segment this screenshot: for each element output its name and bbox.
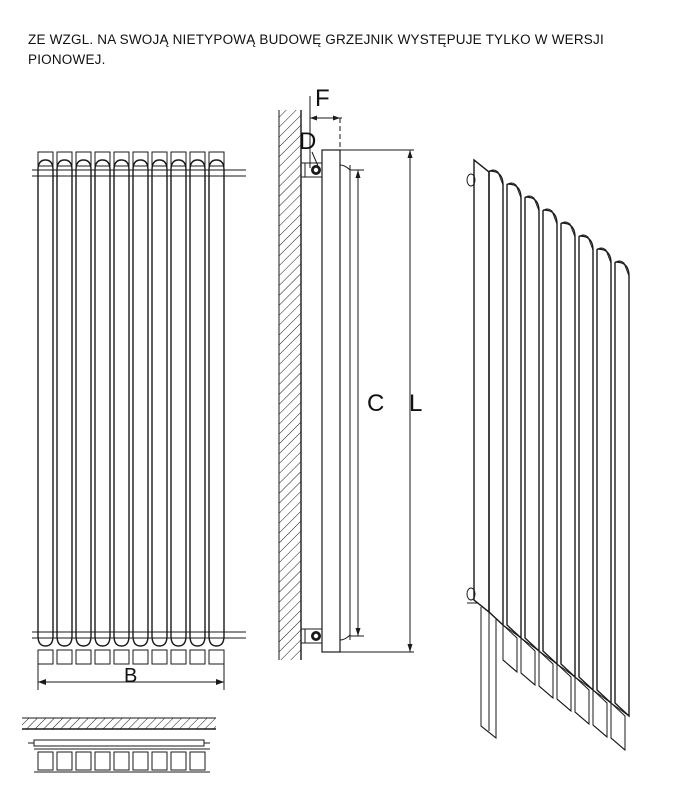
radiator-side-body	[322, 150, 340, 652]
iso-bottom-bracket	[474, 600, 629, 750]
front-elevation-view	[32, 152, 246, 690]
iso-mount-bottom	[467, 588, 478, 603]
front-bottom-caps	[38, 650, 224, 664]
label-c: C	[367, 390, 385, 417]
front-top-caps	[38, 152, 224, 166]
dimension-c	[350, 170, 364, 636]
plan-tube-sections	[38, 752, 205, 770]
note-text: ZE WZGL. NA SWOJĄ NIETYPOWĄ BUDOWĘ GRZEJNIK WYSTĘPUJE TYLKO W WERSJI PIONOWEJ.	[28, 32, 604, 67]
plan-mounting-rail	[34, 740, 204, 746]
side-section-view	[279, 96, 414, 660]
bracket-bottom	[301, 629, 322, 643]
wall-hatch	[279, 110, 301, 660]
bracket-top	[301, 163, 322, 177]
top-plan-detail-view	[22, 718, 216, 772]
isometric-view	[467, 160, 629, 750]
front-tube-array	[38, 160, 224, 646]
label-l: L	[409, 390, 423, 417]
label-d: D	[299, 128, 317, 155]
plan-wall-hatch	[22, 718, 216, 729]
front-construction-lines	[32, 170, 246, 638]
label-f: F	[315, 85, 330, 112]
label-b: B	[124, 665, 138, 687]
